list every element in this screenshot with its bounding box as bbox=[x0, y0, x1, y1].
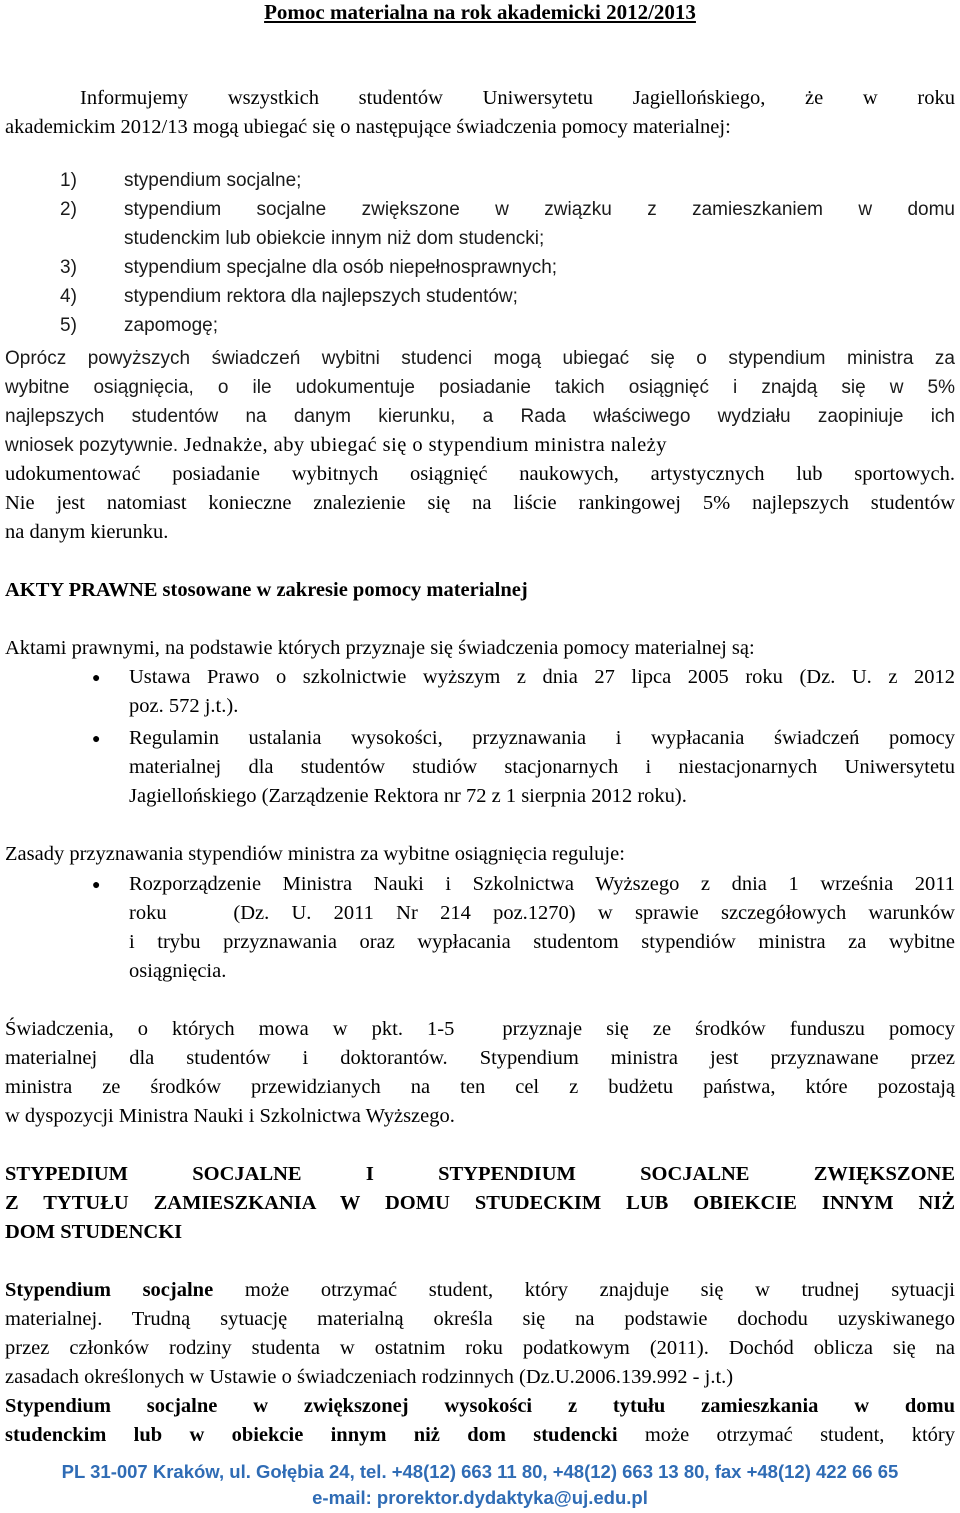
list-item-text: zapomogę; bbox=[124, 315, 219, 336]
paragraph-line: Oprócz powyższych świadczeń wybitni studenci mogą ubiegać się o stypendium ministra za bbox=[5, 348, 955, 369]
paragraph-line: udokumentować posiadanie wybitnych osiągnięć naukowych, artystycznych lub sportowych. bbox=[5, 463, 955, 485]
list-item-text: stypendium rektora dla najlepszych studentów; bbox=[124, 286, 518, 307]
list-item-text: poz. 572 j.t.). bbox=[129, 695, 239, 717]
list-item-text: studenckim lub obiekcie innym niż dom studencki; bbox=[124, 228, 545, 249]
paragraph-fragment: Jednakże, aby ubiegać się o stypendium ministra należy bbox=[178, 434, 667, 456]
list-item-text: Rozporządzenie Ministra Nauki i Szkolnictwa Wyższego z dnia 1 września 2011 bbox=[129, 873, 955, 895]
list-item-number: 5) bbox=[60, 315, 77, 336]
list-item-number: 1) bbox=[60, 170, 77, 191]
list-item-text: stypendium socjalne zwiększone w związku z zamieszkaniem w domu bbox=[124, 199, 955, 220]
list-item-text: osiągnięcia. bbox=[129, 960, 227, 982]
paragraph-line bbox=[5, 1276, 955, 1305]
paragraph-line: wybitne osiągnięcia, o ile udokumentuje posiadanie takich osiągnięć i znajdą się w 5% bbox=[5, 377, 955, 398]
intro-line-2: akademickim 2012/13 mogą ubiegać się o następujące świadczenia pomocy materialnej: bbox=[5, 116, 731, 138]
paragraph-line: materialnej dla studentów i doktorantów. Stypendium ministra jest przyznawane przez bbox=[5, 1047, 955, 1069]
list-item-number: 2) bbox=[60, 199, 77, 220]
paragraph-line: przez członków rodziny studenta w ostatnim roku podatkowym (2011). Dochód oblicza się na bbox=[5, 1337, 955, 1359]
intro-line-1: Informujemy wszystkich studentów Uniwersytetu Jagiellońskiego, że w roku bbox=[80, 87, 955, 109]
heading-line: DOM STUDENCKI bbox=[5, 1221, 183, 1243]
list-item-text: Regulamin ustalania wysokości, przyznawania i wypłacania świadczeń pomocy bbox=[129, 727, 955, 749]
list-item-text: i trybu przyznawania oraz wypłacania studentom stypendiów ministra za wybitne bbox=[129, 931, 955, 953]
bullet-icon: ● bbox=[92, 671, 101, 686]
paragraph-line: Nie jest natomiast konieczne znalezienie się na liście rankingowej 5% najlepszych studentów bbox=[5, 492, 955, 514]
paragraph-line: ministra ze środków przewidzianych na ten cel z budżetu państwa, które pozostają bbox=[5, 1076, 955, 1098]
list-item-text: stypendium specjalne dla osób niepełnosprawnych; bbox=[124, 257, 558, 278]
list-item-text: roku (Dz. U. 2011 Nr 214 poz.1270) w sprawie szczegółowych warunków bbox=[129, 902, 955, 924]
heading-line: STYPEDIUM SOCJALNE I STYPENDIUM SOCJALNE ZWIĘKSZONE bbox=[5, 1163, 955, 1185]
paragraph-fragment: może otrzymać student, który znajduje się w trudnej sytuacji bbox=[213, 1279, 955, 1301]
heading-line: Z TYTUŁU ZAMIESZKANIA W DOMU STUDECKIM LUB OBIEKCIE INNYM NIŻ bbox=[5, 1192, 955, 1214]
paragraph-line: zasadach określonych w Ustawie o świadczeniach rodzinnych (Dz.U.2006.139.992 - j.t.) bbox=[5, 1366, 734, 1388]
rules-intro: Zasady przyznawania stypendiów ministra za wybitne osiągnięcia reguluje: bbox=[5, 843, 625, 865]
list-item-text: materialnej dla studentów studiów stacjonarnych i niestacjonarnych Uniwersytetu bbox=[129, 756, 955, 778]
bold-term: studenckim lub w obiekcie innym niż dom studencki bbox=[5, 1424, 618, 1446]
footer-address: PL 31-007 Kraków, ul. Gołębia 24, tel. +48(12) 663 11 80, +48(12) 663 13 80, fax +48(12) 422 66 65 bbox=[61, 1461, 899, 1482]
list-item-text: stypendium socjalne; bbox=[124, 170, 302, 191]
paragraph-line: materialnej. Trudną sytuację materialną określa się na podstawie dochodu uzyskiwanego bbox=[5, 1308, 955, 1330]
bullet-icon: ● bbox=[92, 878, 101, 893]
paragraph-line bbox=[5, 1421, 955, 1450]
paragraph-line: w dyspozycji Ministra Nauki i Szkolnictwa Wyższego. bbox=[5, 1105, 455, 1127]
paragraph-line: najlepszych studentów na danym kierunku, a Rada właściwego wydziału zaopiniuje ich bbox=[5, 406, 955, 427]
list-item-number: 3) bbox=[60, 257, 77, 278]
paragraph-line bbox=[5, 431, 955, 460]
paragraph-fragment: wniosek pozytywnie. bbox=[5, 435, 179, 456]
list-item-text: Ustawa Prawo o szkolnictwie wyższym z dnia 27 lipca 2005 roku (Dz. U. z 2012 bbox=[129, 666, 955, 688]
legal-intro: Aktami prawnymi, na podstawie których przyznaje się świadczenia pomocy materialnej są: bbox=[5, 637, 755, 659]
paragraph-line: Świadczenia, o których mowa w pkt. 1-5 przyznaje się ze środków funduszu pomocy bbox=[5, 1018, 955, 1040]
list-item-text: Jagiellońskiego (Zarządzenie Rektora nr 72 z 1 sierpnia 2012 roku). bbox=[129, 785, 687, 807]
bullet-icon: ● bbox=[92, 732, 101, 747]
paragraph-line: na danym kierunku. bbox=[5, 521, 169, 543]
footer-email[interactable]: e-mail: prorektor.dydaktyka@uj.edu.pl bbox=[312, 1487, 648, 1508]
paragraph-fragment: może otrzymać student, który bbox=[617, 1424, 955, 1446]
page-title: Pomoc materialna na rok akademicki 2012/2013 bbox=[264, 0, 696, 24]
list-item-number: 4) bbox=[60, 286, 77, 307]
bold-term: Stypendium socjalne bbox=[5, 1279, 214, 1301]
legal-heading: AKTY PRAWNE stosowane w zakresie pomocy materialnej bbox=[5, 579, 528, 601]
paragraph-line: Stypendium socjalne w zwiększonej wysokości z tytułu zamieszkania w domu bbox=[5, 1395, 955, 1417]
